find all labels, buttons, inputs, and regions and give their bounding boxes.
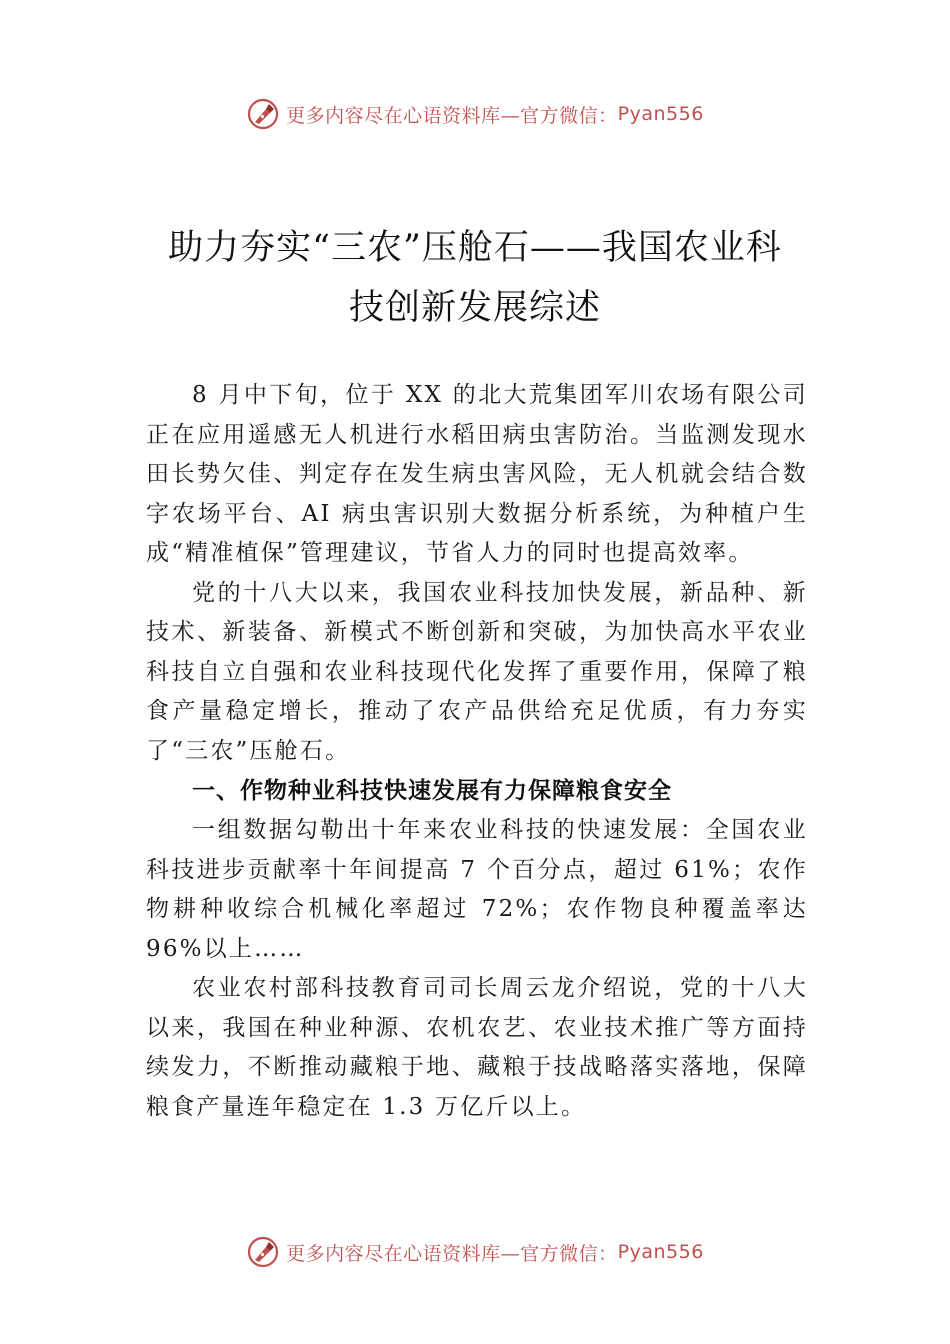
title-line-1: 助力夯实“三农”压舱石——我国农业科 [168,228,782,268]
banner-text: 更多内容尽在心语资料库—官方微信： [286,1242,618,1265]
wechat-id: Pyan556 [617,103,704,125]
pen-nib-logo-icon [246,1235,280,1269]
wechat-id: Pyan556 [617,1241,704,1263]
paragraph-overview: 党的十八大以来，我国农业科技加快发展，新品种、新技术、新装备、新模式不断创新和突破，为加快高水平农业科技自立自强和农业科技现代化发挥了重要作用，保障了粮食产量稳定增长，推动了农产品供给充足优质，有力夯实了“三农”压舱石。 [146,579,808,764]
footer-banner [0,1232,950,1272]
paragraph-data: 一组数据勾勒出十年来农业科技的快速发展：全国农业科技进步贡献率十年间提高 7 个百分点，超过 61%；农作物耕种收综合机械化率超过 72%；农作物良种覆盖率达 96%以上…… [146,817,808,962]
section-heading-1: 一、作物种业科技快速发展有力保障粮食安全 [192,778,672,804]
paragraph-intro: 8 月中下旬，位于 XX 的北大荒集团军川农场有限公司正在应用遥感无人机进行水稻田病虫害防治。当监测发现水田长势欠佳、判定存在发生病虫害风险，无人机就会结合数字农场平台、AI 病虫害识别大数据分析系统，为种植户生成“精准植保”管理建议，节省人力的同时也提高效率。 [146,382,808,566]
pen-nib-logo-icon [246,97,280,131]
header-banner [0,94,950,134]
document-body [146,376,808,1127]
document-title [120,218,830,338]
paragraph-quote: 农业农村部科技教育司司长周云龙介绍说，党的十八大以来，我国在种业种源、农机农艺、农业技术推广等方面持续发力，不断推动藏粮于地、藏粮于技战略落实落地，保障粮食产量连年稳定在 1.3 万亿斤以上。 [146,975,808,1120]
title-line-2: 技创新发展综述 [348,288,601,328]
banner-text: 更多内容尽在心语资料库—官方微信： [286,104,618,127]
